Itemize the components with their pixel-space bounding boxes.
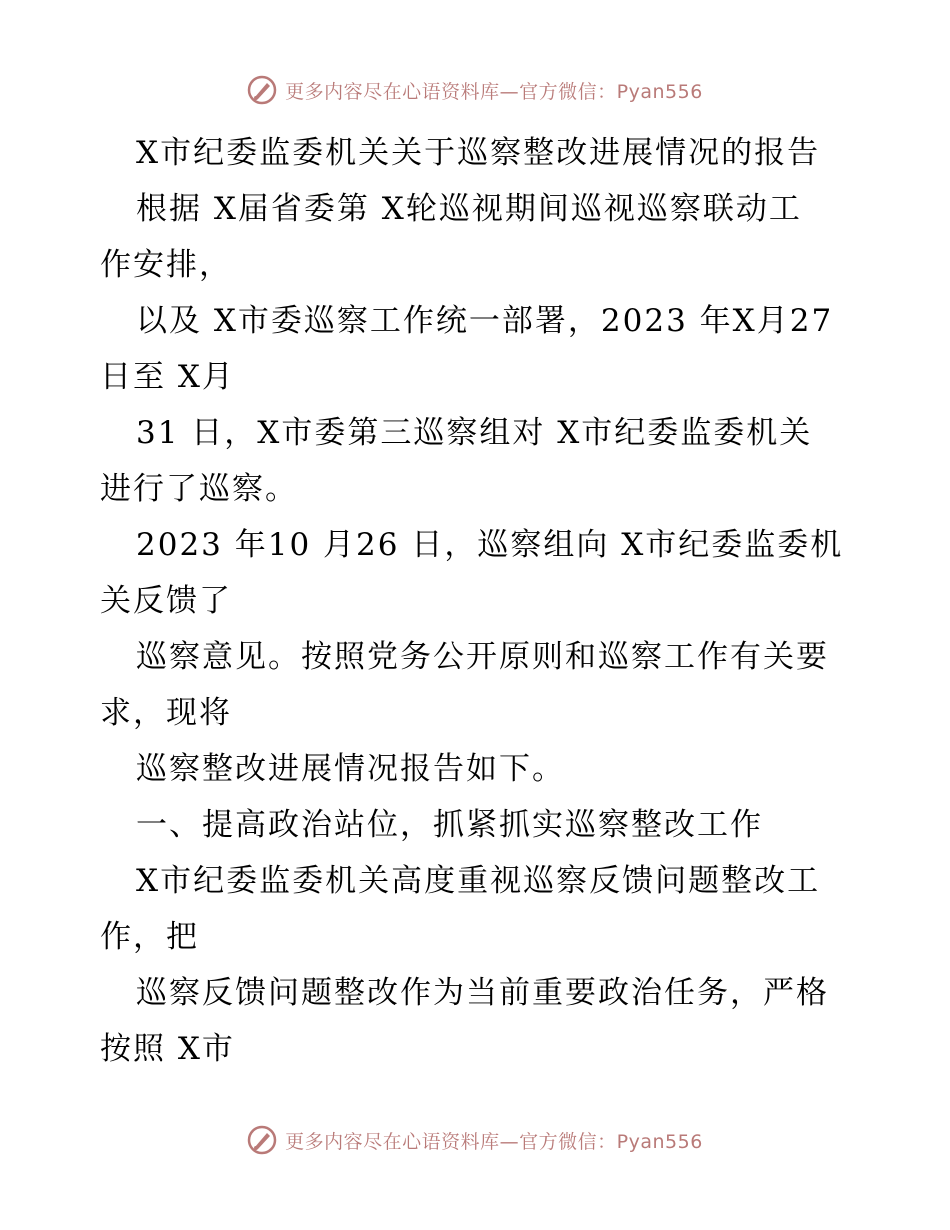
watermark-text: 更多内容尽在心语资料库—官方微信：Pyan556 — [285, 80, 703, 103]
paragraph-line: 巡察反馈问题整改作为当前重要政治任务，严格 — [136, 975, 829, 1011]
watermark-footer — [0, 1120, 950, 1160]
section-heading — [100, 797, 860, 853]
document-body — [100, 125, 860, 1077]
document-title: X市纪委监委机关关于巡察整改进展情况的报告 — [136, 135, 821, 171]
watermark-header — [0, 70, 950, 110]
paragraph — [100, 741, 860, 797]
paragraph-line: 一、提高政治站位，抓紧抓实巡察整改工作 — [136, 807, 763, 843]
paragraph-line: 2023 年10 月26 日，巡察组向 X市纪委监委机 — [136, 527, 844, 563]
paragraph-line: 求，现将 — [100, 695, 232, 731]
paragraph-line: 根据 X届省委第 X轮巡视期间巡视巡察联动工 — [136, 191, 802, 227]
paragraph-line: 作，把 — [100, 919, 199, 955]
paragraph — [100, 965, 860, 1077]
paragraph — [100, 405, 860, 517]
paragraph — [100, 181, 860, 293]
pen-logo-icon — [247, 1125, 277, 1155]
paragraph-line: 按照 X市 — [100, 1031, 235, 1067]
paragraph-line: 作安排， — [100, 247, 232, 283]
paragraph — [100, 629, 860, 741]
paragraph-line: 关反馈了 — [100, 583, 232, 619]
paragraph-line: 31 日，X市委第三巡察组对 X市纪委监委机关 — [136, 415, 813, 451]
paragraph — [100, 293, 860, 405]
paragraph-line: 进行了巡察。 — [100, 471, 298, 507]
paragraph — [100, 517, 860, 629]
paragraph — [100, 853, 860, 965]
paragraph-line: 以及 X市委巡察工作统一部署，2023 年X月27 — [136, 303, 834, 339]
watermark-text: 更多内容尽在心语资料库—官方微信：Pyan556 — [285, 1130, 703, 1153]
paragraph-line: X市纪委监委机关高度重视巡察反馈问题整改工 — [136, 863, 821, 899]
paragraph-line: 巡察整改进展情况报告如下。 — [136, 751, 565, 787]
paragraph-line: 日至 X月 — [100, 359, 235, 395]
paragraph-line: 巡察意见。按照党务公开原则和巡察工作有关要 — [136, 639, 829, 675]
pen-logo-icon — [247, 75, 277, 105]
